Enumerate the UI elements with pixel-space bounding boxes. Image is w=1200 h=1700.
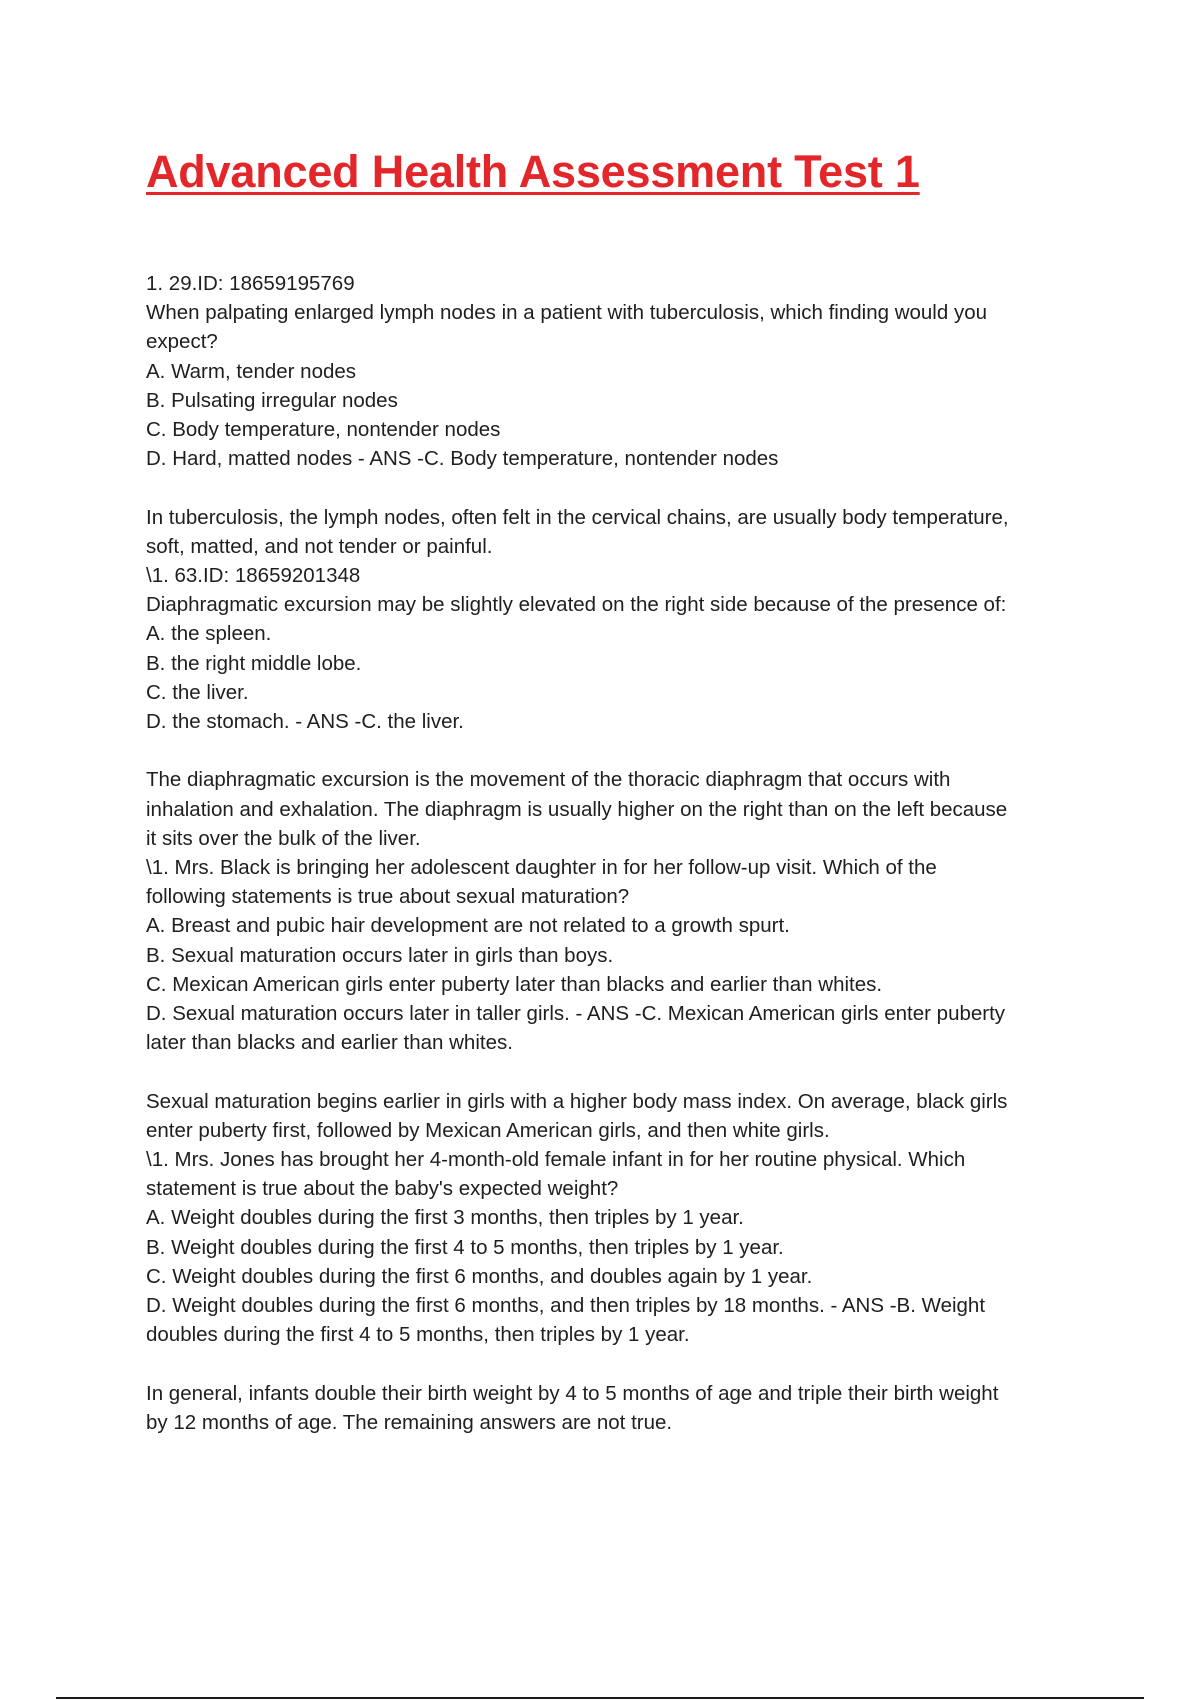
rationale-text: enter puberty first, followed by Mexican American girls, and then white girls.: [146, 1118, 830, 1142]
question-id: 1. 29.ID: 18659195769: [146, 272, 355, 295]
answer-option-with-key: D. Weight doubles during the first 6 months, and then triples by 18 months. - ANS -B. Weight: [146, 1294, 986, 1318]
answer-option: A. the spleen.: [146, 622, 272, 646]
answer-key-continued: doubles during the first 4 to 5 months, then triples by 1 year.: [146, 1323, 690, 1347]
question-block: [146, 1145, 1086, 1437]
question-text: following statements is true about sexual maturation?: [146, 885, 630, 909]
question-text: When palpating enlarged lymph nodes in a patient with tuberculosis, which finding would you: [146, 301, 988, 325]
question-text: expect?: [146, 330, 218, 354]
question-text: \1. Mrs. Black is bringing her adolescent daughter in for her follow-up visit. Which of the: [146, 856, 937, 880]
answer-option: C. Mexican American girls enter puberty later than blacks and earlier than whites.: [146, 972, 883, 996]
answer-option: C. Body temperature, nontender nodes: [146, 418, 501, 442]
document-title: Advanced Health Assessment Test 1: [146, 146, 920, 197]
answer-option: B. Weight doubles during the first 4 to 5 months, then triples by 1 year.: [146, 1235, 784, 1259]
question-text: \1. Mrs. Jones has brought her 4-month-old female infant in for her routine physical. Which: [146, 1148, 966, 1172]
question-id: \1. 63.ID: 18659201348: [146, 564, 361, 588]
rationale-text: Sexual maturation begins earlier in girls with a higher body mass index. On average, black girls: [146, 1089, 1008, 1113]
rationale-text: In general, infants double their birth weight by 4 to 5 months of age and triple their birth weight: [146, 1381, 999, 1405]
paragraph-gap: [146, 473, 1086, 502]
question-block: [146, 269, 1086, 561]
question-text: statement is true about the baby's expected weight?: [146, 1177, 619, 1201]
rationale-text: by 12 months of age. The remaining answers are not true.: [146, 1410, 673, 1434]
answer-option: C. Weight doubles during the first 6 months, and doubles again by 1 year.: [146, 1264, 813, 1288]
answer-option-with-key: D. Hard, matted nodes - ANS -C. Body temperature, nontender nodes: [146, 447, 779, 471]
answer-option: C. the liver.: [146, 680, 249, 704]
paragraph-gap: [146, 1057, 1086, 1086]
answer-option: B. Pulsating irregular nodes: [146, 388, 398, 412]
document-body: [146, 269, 1086, 1437]
rationale-text: The diaphragmatic excursion is the movement of the thoracic diaphragm that occurs with: [146, 768, 951, 792]
rationale-text: it sits over the bulk of the liver.: [146, 826, 421, 850]
answer-option-with-key: D. Sexual maturation occurs later in taller girls. - ANS -C. Mexican American girls enter puberty: [146, 1002, 1006, 1026]
answer-option: B. the right middle lobe.: [146, 651, 362, 675]
footer-divider: [56, 1697, 1144, 1699]
question-block: [146, 561, 1086, 853]
rationale-text: inhalation and exhalation. The diaphragm is usually higher on the right than on the left because: [146, 797, 1008, 821]
question-text: Diaphragmatic excursion may be slightly elevated on the right side because of the presence of:: [146, 593, 1007, 617]
answer-option-with-key: D. the stomach. - ANS -C. the liver.: [146, 710, 464, 734]
question-block: [146, 853, 1086, 1145]
paragraph-gap: [146, 1349, 1086, 1378]
paragraph-gap: [146, 736, 1086, 765]
rationale-text: soft, matted, and not tender or painful.: [146, 534, 493, 558]
answer-option: A. Warm, tender nodes: [146, 359, 357, 383]
answer-option: A. Breast and pubic hair development are not related to a growth spurt.: [146, 914, 790, 938]
answer-option: B. Sexual maturation occurs later in girls than boys.: [146, 943, 614, 967]
answer-key-continued: later than blacks and earlier than whites.: [146, 1031, 513, 1055]
answer-option: A. Weight doubles during the first 3 months, then triples by 1 year.: [146, 1206, 744, 1230]
rationale-text: In tuberculosis, the lymph nodes, often felt in the cervical chains, are usually body temperature,: [146, 505, 1009, 529]
